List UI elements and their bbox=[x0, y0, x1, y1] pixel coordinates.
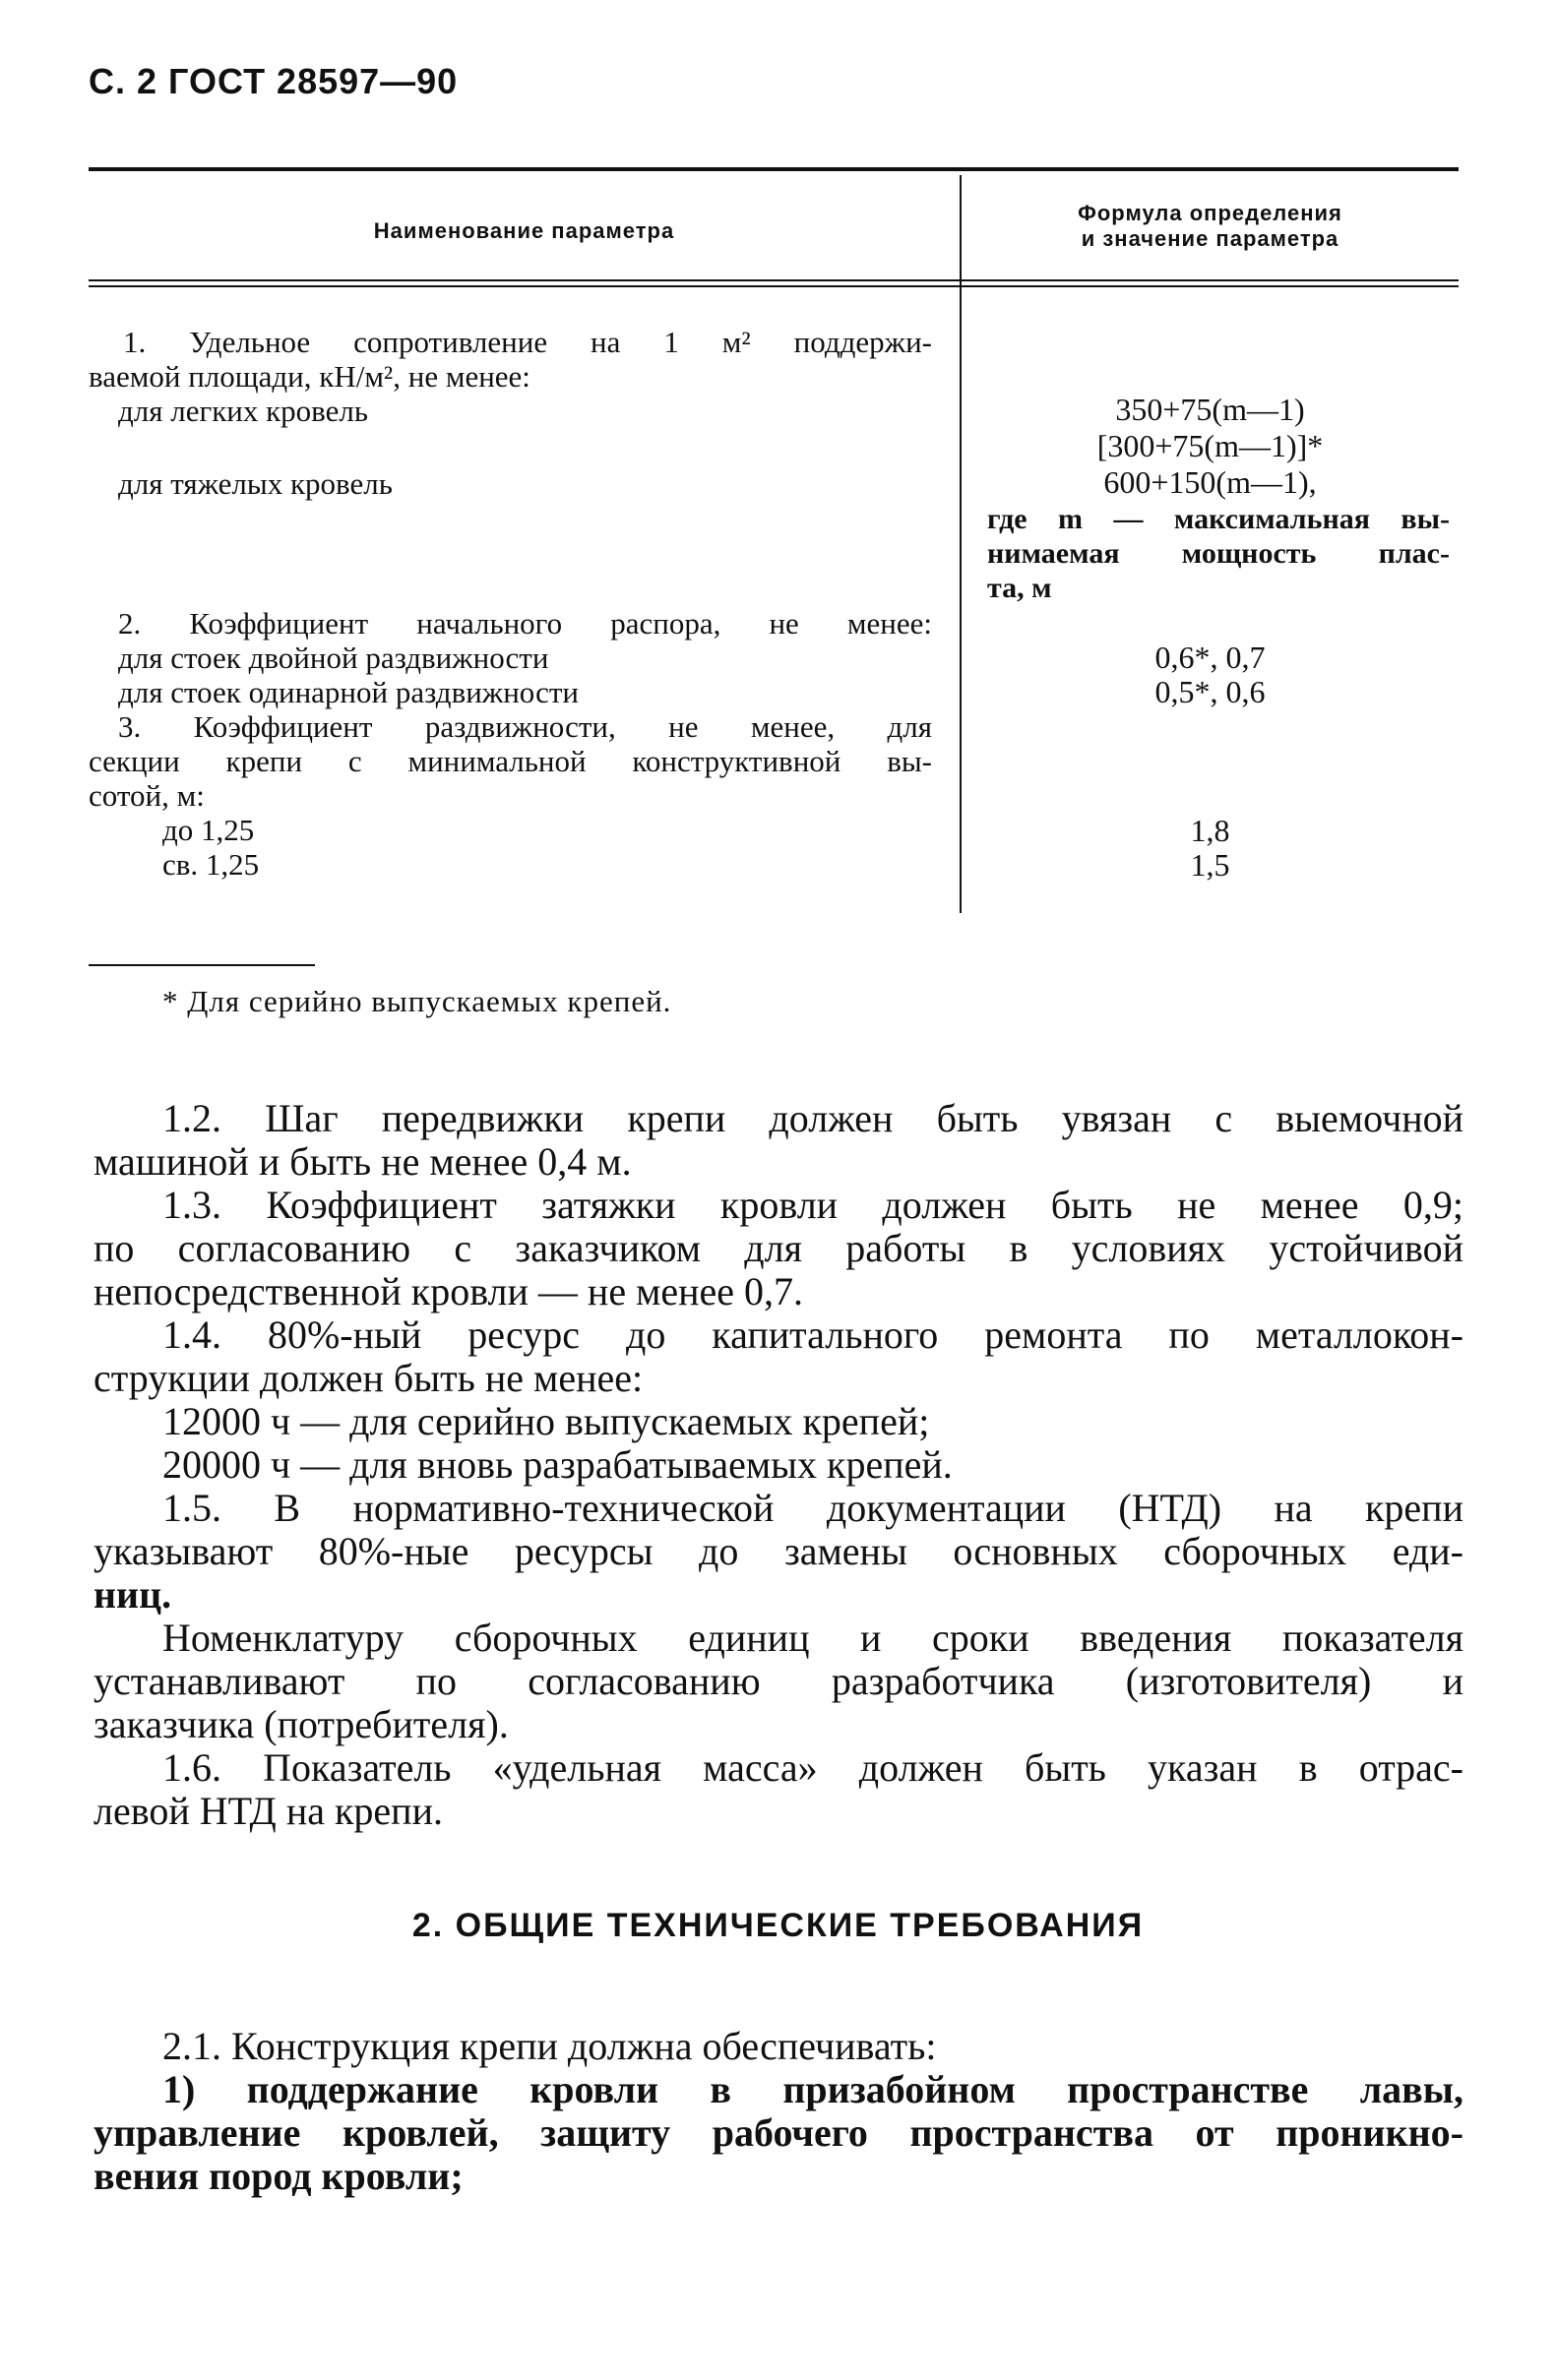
value-note-line2: нимаемая мощность плас- bbox=[987, 537, 1450, 570]
column-header-formula-line1: Формула определения bbox=[1078, 201, 1342, 225]
row3-up-to: до 1,25 bbox=[162, 813, 255, 847]
para-1-2-line1: 1.2. Шаг передвижки крепи должен быть увязан с выемочной bbox=[162, 1096, 1463, 1140]
row2-title: 2. Коэффициент начального распора, не менее: bbox=[118, 606, 932, 641]
table-header-rule bbox=[89, 279, 1459, 281]
value-light-roofs-serial: [300+75(m—1)]* bbox=[1096, 428, 1324, 463]
para-2-1-1-line3: вения пород кровли; bbox=[93, 2154, 464, 2198]
value-heavy-roofs: 600+150(m—1), bbox=[1103, 464, 1317, 500]
table-column-divider bbox=[960, 175, 962, 913]
para-1-5b-line2: устанавливают по согласованию разработчика (изготовителя) и bbox=[93, 1659, 1463, 1703]
value-note-line1: где m — максимальная вы- bbox=[987, 503, 1450, 535]
para-1-5-line2: указывают 80%-ные ресурсы до замены основных сборочных еди- bbox=[93, 1529, 1463, 1573]
value-double-extension: 0,6*, 0,7 bbox=[1154, 640, 1266, 675]
para-2-1-1-line2: управление кровлей, защиту рабочего пространства от проникно- bbox=[93, 2110, 1463, 2155]
para-1-6-line1: 1.6. Показатель «удельная масса» должен быть указан в отрас- bbox=[162, 1745, 1463, 1790]
row3-title-line1: 3. Коэффициент раздвижности, не менее, для bbox=[118, 709, 932, 744]
row3-over: св. 1,25 bbox=[162, 847, 260, 882]
column-header-formula-line2: и значение параметра bbox=[1081, 226, 1339, 251]
value-light-roofs: 350+75(m—1) bbox=[1115, 392, 1305, 427]
para-1-3-line2: по согласованию с заказчиком для работы в условиях устойчивой bbox=[93, 1226, 1463, 1270]
row3-title-line2: секции крепи с минимальной конструктивной вы- bbox=[89, 744, 932, 778]
para-1-5b-line3: заказчика (потребителя). bbox=[93, 1702, 509, 1746]
para-1-4-line1: 1.4. 80%-ный ресурс до капитального ремонта по металлокон- bbox=[162, 1312, 1463, 1357]
para-1-5-line1: 1.5. В нормативно-технической документации (НТД) на крепи bbox=[162, 1486, 1463, 1530]
para-1-5-line3: ниц. bbox=[93, 1572, 172, 1617]
row1-light-roofs: для легких кровель bbox=[118, 394, 368, 428]
value-note-line3: та, м bbox=[987, 572, 1052, 604]
para-1-4-line3: 12000 ч — для серийно выпускаемых крепей; bbox=[162, 1399, 930, 1443]
section-2-title: 2. ОБЩИЕ ТЕХНИЧЕСКИЕ ТРЕБОВАНИЯ bbox=[411, 1907, 1145, 1944]
para-2-1: 2.1. Конструкция крепи должна обеспечивать: bbox=[162, 2024, 937, 2068]
footnote: * Для серийно выпускаемых крепей. bbox=[162, 984, 672, 1018]
para-1-4-line4: 20000 ч — для вновь разрабатываемых крепей. bbox=[162, 1442, 953, 1487]
value-up-to: 1,8 bbox=[1190, 813, 1230, 848]
body-text bbox=[93, 1097, 1463, 1833]
row2-double-extension: для стоек двойной раздвижности bbox=[118, 641, 549, 675]
para-1-3-line3: непосредственной кровли — не менее 0,7. bbox=[93, 1269, 804, 1313]
table-header-rule-2 bbox=[89, 285, 1459, 287]
para-1-5b-line1: Номенклатуру сборочных единиц и сроки введения показателя bbox=[162, 1616, 1463, 1660]
para-1-2-line2: машиной и быть не менее 0,4 м. bbox=[93, 1139, 632, 1184]
para-1-3-line1: 1.3. Коэффициент затяжки кровли должен быть не менее 0,9; bbox=[162, 1183, 1463, 1227]
row1-heavy-roofs: для тяжелых кровель bbox=[118, 466, 393, 501]
value-single-extension: 0,5*, 0,6 bbox=[1154, 674, 1266, 709]
section-2-body bbox=[93, 2025, 1463, 2198]
page-header: С. 2 ГОСТ 28597—90 bbox=[89, 61, 459, 101]
row1-title-line2: ваемой площади, кН/м², не менее: bbox=[89, 359, 530, 394]
value-over: 1,5 bbox=[1190, 847, 1230, 883]
para-1-4-line2: струкции должен быть не менее: bbox=[93, 1356, 644, 1400]
footnote-separator bbox=[89, 964, 315, 966]
row1-title-line1: 1. Удельное сопротивление на 1 м² поддержи- bbox=[123, 325, 932, 359]
para-2-1-1-line1: 1) поддержание кровли в призабойном пространстве лавы, bbox=[162, 2067, 1463, 2111]
row2-single-extension: для стоек одинарной раздвижности bbox=[118, 675, 579, 709]
row3-title-line3: сотой, м: bbox=[89, 778, 205, 813]
para-1-6-line2: левой НТД на крепи. bbox=[93, 1789, 443, 1833]
table-top-rule bbox=[89, 167, 1459, 171]
column-header-parameter: Наименование параметра bbox=[373, 218, 675, 243]
column-header-formula bbox=[962, 201, 1459, 252]
